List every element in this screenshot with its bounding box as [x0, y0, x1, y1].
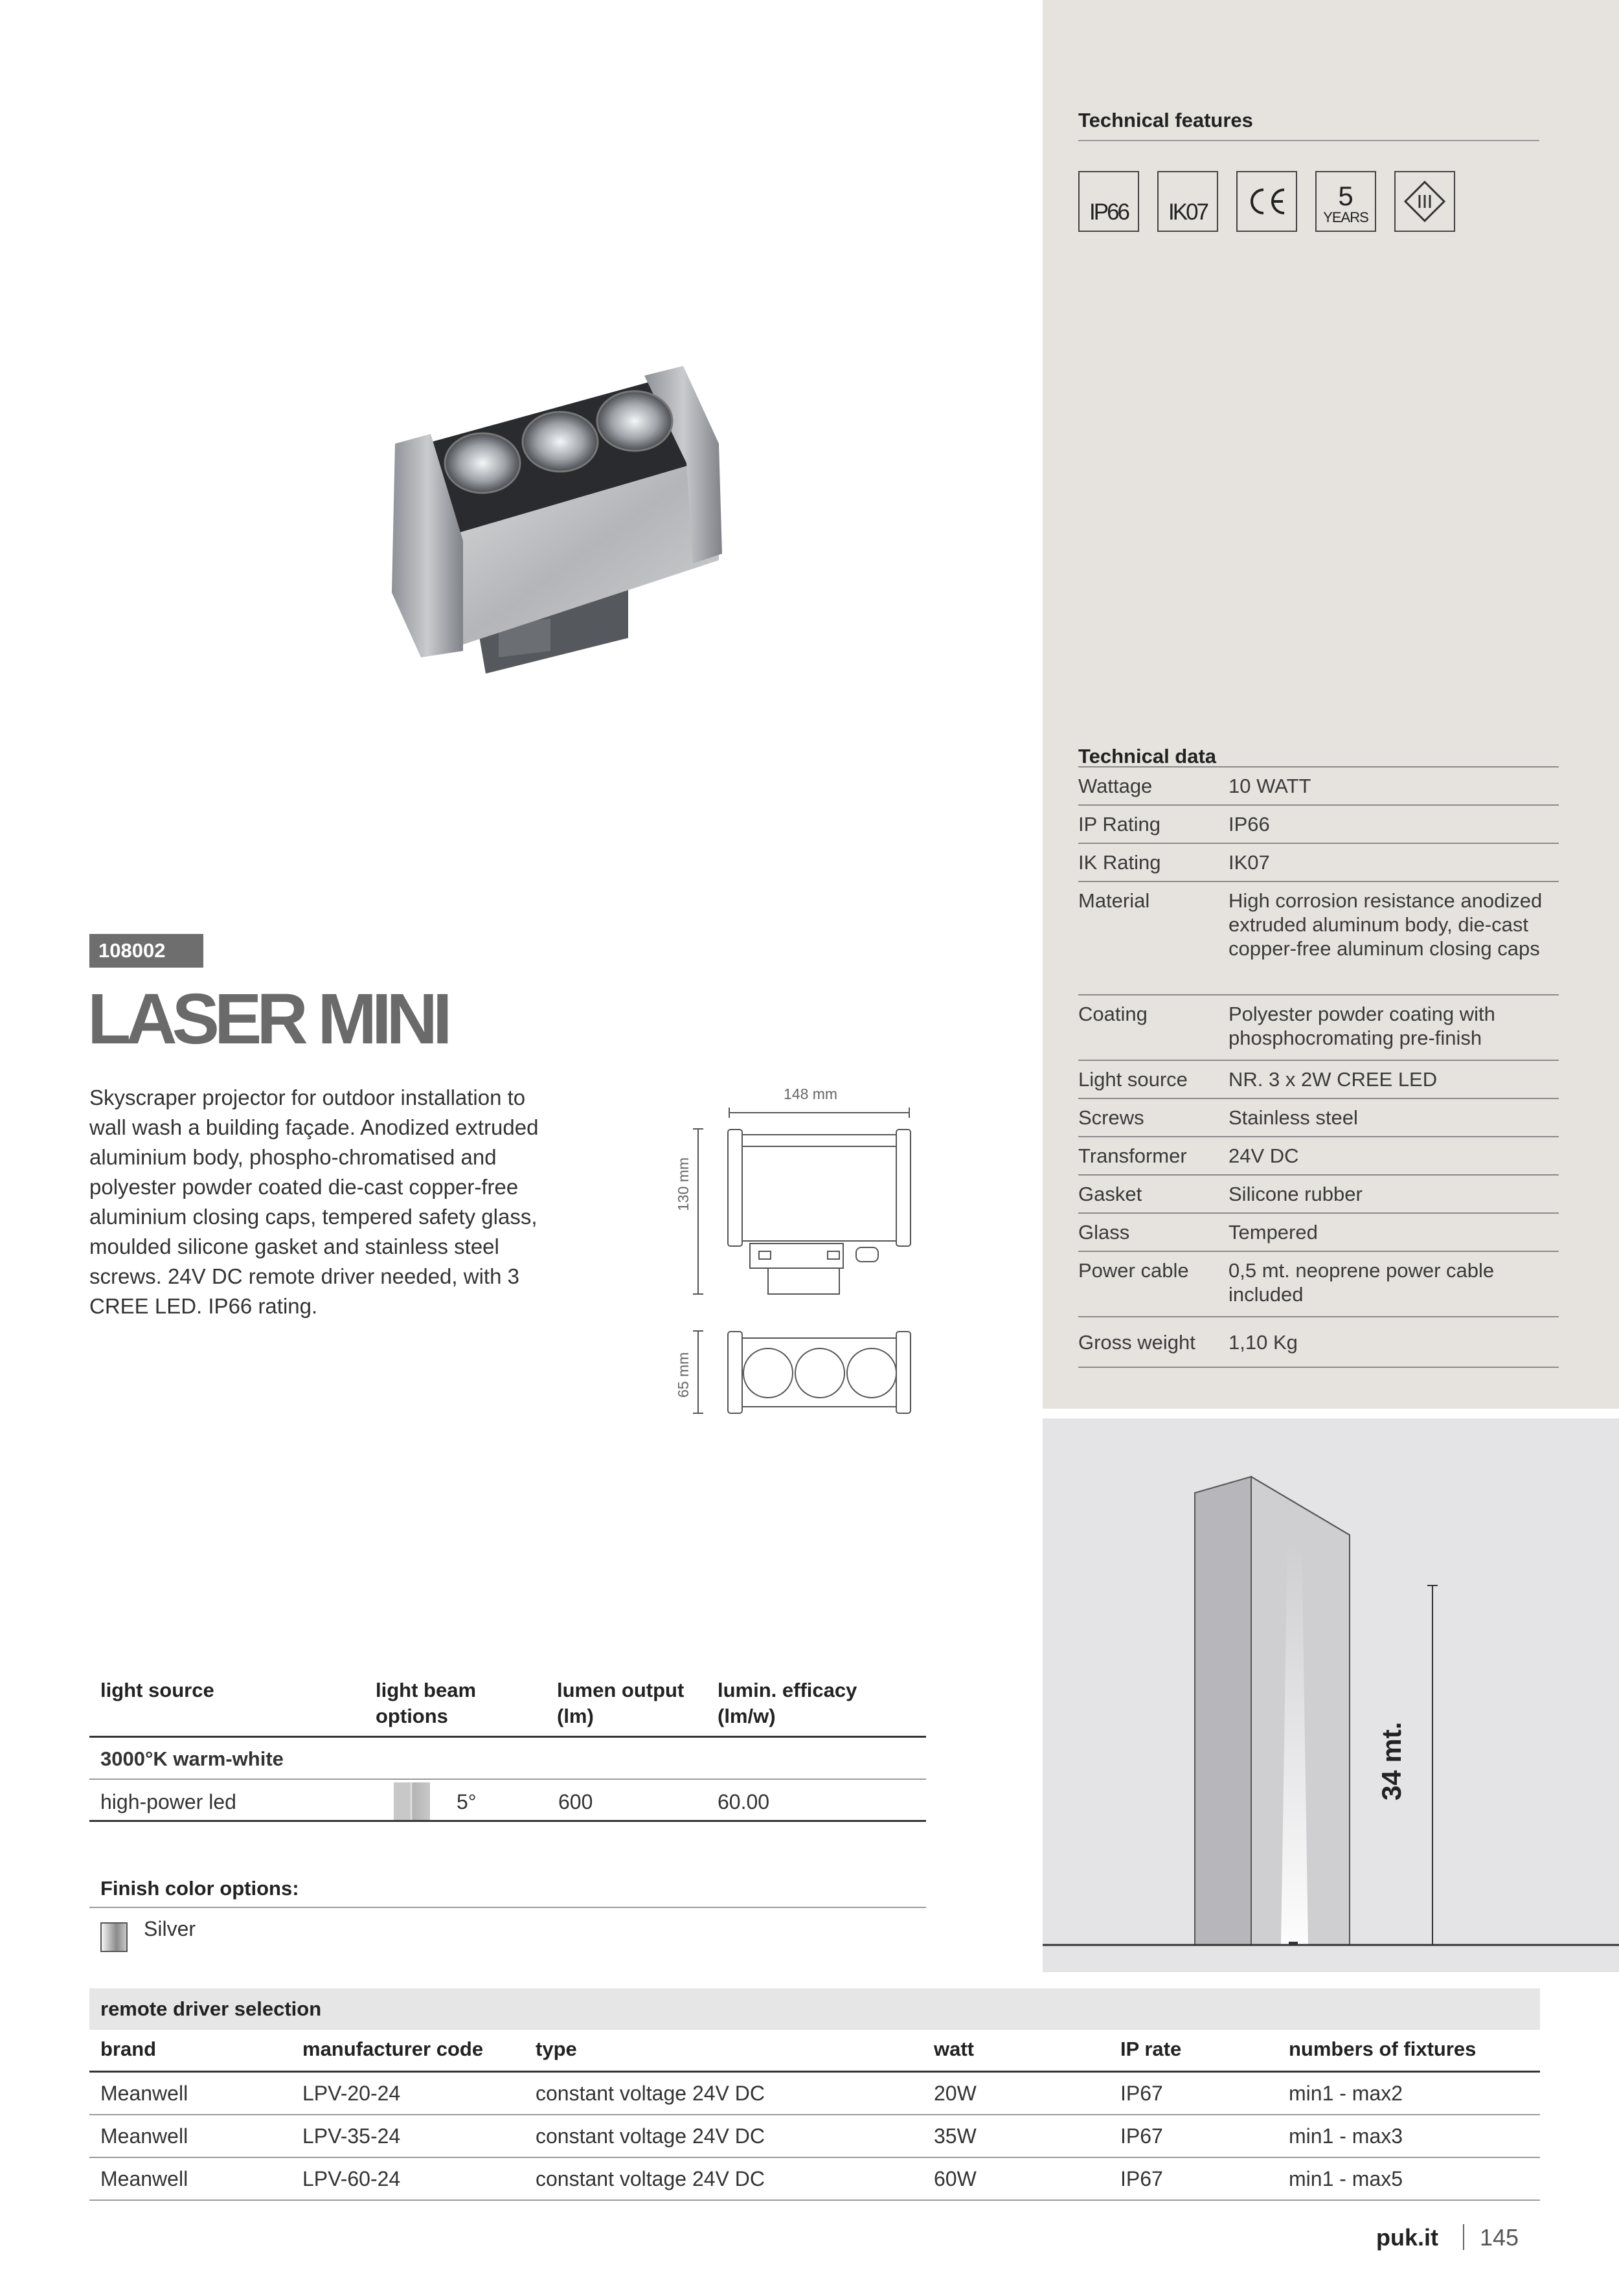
- product-title: LASER MINI: [87, 979, 447, 1059]
- remote-driver-title: remote driver selection: [100, 1997, 322, 2020]
- column-header: manufacturer code: [302, 2038, 484, 2060]
- finish-option-label: Silver: [144, 1917, 196, 1940]
- technical-data-title: Technical data: [1078, 745, 1217, 767]
- spec-value: 1,10 Kg: [1228, 1331, 1298, 1354]
- divider: [89, 2071, 1540, 2073]
- dimension-drawing: [686, 1101, 920, 1418]
- spec-row: [1078, 1174, 1559, 1212]
- footer-site[interactable]: puk.it: [1376, 2224, 1438, 2251]
- spec-label: IK Rating: [1078, 851, 1161, 874]
- spec-label: Gross weight: [1078, 1331, 1195, 1354]
- warranty-5-years-icon: 5 YEARS: [1315, 171, 1376, 232]
- table-cell: min1 - max5: [1289, 2167, 1403, 2190]
- spec-value: 24V DC: [1228, 1144, 1299, 1167]
- spec-label: Light source: [1078, 1068, 1188, 1091]
- divider: [1078, 1367, 1559, 1368]
- ip66-icon: IP66: [1078, 171, 1139, 232]
- table-cell: IP67: [1120, 2124, 1163, 2148]
- table-cell: IP67: [1120, 2082, 1163, 2105]
- ce-mark-icon: [1236, 171, 1297, 232]
- light-source-value: high-power led: [100, 1790, 236, 1813]
- spec-value: NR. 3 x 2W CREE LED: [1228, 1068, 1438, 1091]
- table-cell: 35W: [934, 2124, 977, 2148]
- spec-label: Power cable: [1078, 1259, 1189, 1282]
- table-cell: IP67: [1120, 2167, 1163, 2190]
- column-header: brand: [100, 2038, 157, 2060]
- spec-value: IP66: [1228, 813, 1270, 835]
- divider: [89, 2199, 1540, 2201]
- spec-label: Material: [1078, 889, 1150, 912]
- column-header: light beam options: [376, 1679, 477, 1727]
- table-cell: Meanwell: [100, 2167, 188, 2190]
- spec-label: Glass: [1078, 1221, 1130, 1244]
- spec-row: [1078, 1316, 1559, 1367]
- spec-row: [1078, 994, 1559, 1060]
- spec-row: [1078, 881, 1559, 994]
- dimension-height: 130 mm: [675, 1157, 692, 1211]
- column-header: light source: [100, 1679, 214, 1701]
- spec-row: [1078, 1212, 1559, 1251]
- spec-value: 10 WATT: [1228, 775, 1311, 797]
- table-cell: LPV-20-24: [302, 2082, 401, 2105]
- spec-value: Polyester powder coating with phosphocromating pre-finish: [1228, 1003, 1495, 1049]
- spec-value: Tempered: [1228, 1221, 1318, 1244]
- divider: [89, 1736, 926, 1738]
- spec-value: IK07: [1228, 851, 1270, 874]
- product-code-badge: 108002: [89, 934, 203, 968]
- divider: [1463, 2224, 1464, 2250]
- finish-title: Finish color options:: [100, 1877, 299, 1900]
- spec-label: Coating: [1078, 1003, 1148, 1025]
- column-header: numbers of fixtures: [1289, 2038, 1477, 2060]
- column-header: IP rate: [1120, 2038, 1182, 2060]
- table-cell: Meanwell: [100, 2124, 188, 2148]
- table-cell: constant voltage 24V DC: [536, 2167, 765, 2190]
- spec-row: [1078, 1251, 1559, 1316]
- spec-row: [1078, 843, 1559, 881]
- page-number: 145: [1480, 2224, 1519, 2251]
- column-header: type: [536, 2038, 577, 2060]
- spec-value: High corrosion resistance anodized extruded aluminum body, die-cast copper-free aluminum closing caps: [1228, 889, 1543, 960]
- spec-row: [1078, 1136, 1559, 1174]
- installation-illustration: [1043, 1418, 1619, 1972]
- divider: [1078, 140, 1539, 141]
- product-photo: [356, 347, 745, 683]
- table-cell: min1 - max3: [1289, 2124, 1403, 2148]
- divider: [89, 1820, 926, 1822]
- divider: [89, 1779, 926, 1780]
- dimension-depth: 65 mm: [675, 1352, 692, 1398]
- product-description: Skyscraper projector for outdoor installation to wall wash a building façade. Anodized extruded aluminium body, phospho-chromatised and polyester powder coated die-cast copper-free aluminium closing caps, tempered safety glass, moulded silicone gasket and stainless steel screws. 24V DC remote driver needed, with 3 CREE LED. IP66 rating.: [89, 1085, 539, 1318]
- table-cell: 20W: [934, 2082, 977, 2105]
- table-cell: min1 - max2: [1289, 2082, 1403, 2105]
- dimension-width: 148 mm: [784, 1085, 838, 1102]
- spec-row: [1078, 1060, 1559, 1098]
- spec-label: Wattage: [1078, 775, 1153, 797]
- spec-row: [1078, 1098, 1559, 1136]
- spec-value: 0,5 mt. neoprene power cable included: [1228, 1259, 1495, 1306]
- beam-angle-value: 5°: [457, 1790, 477, 1813]
- ik07-icon: IK07: [1157, 171, 1218, 232]
- table-cell: constant voltage 24V DC: [536, 2124, 765, 2148]
- divider: [89, 2157, 1540, 2158]
- spec-row: [1078, 804, 1559, 843]
- class-iii-icon: [1394, 171, 1455, 232]
- silver-swatch: [100, 1922, 128, 1952]
- column-header: lumen output (lm): [557, 1679, 685, 1727]
- table-cell: 60W: [934, 2167, 977, 2190]
- spec-label: Transformer: [1078, 1144, 1187, 1167]
- height-label: 34 mt.: [1376, 1722, 1407, 1801]
- efficacy-value: 60.00: [718, 1790, 770, 1813]
- column-header: lumin. efficacy (lm/w): [718, 1679, 857, 1727]
- lumen-value: 600: [558, 1790, 593, 1813]
- table-cell: Meanwell: [100, 2082, 188, 2105]
- divider: [89, 2114, 1540, 2115]
- table-cell: LPV-60-24: [302, 2167, 401, 2190]
- column-header: watt: [934, 2038, 974, 2060]
- technical-features-title: Technical features: [1078, 109, 1253, 131]
- spec-label: Gasket: [1078, 1183, 1142, 1205]
- spec-row: [1078, 766, 1559, 804]
- beam-icon: [394, 1782, 430, 1820]
- spec-value: Stainless steel: [1228, 1106, 1358, 1129]
- divider: [89, 1907, 926, 1908]
- spec-value: Silicone rubber: [1228, 1183, 1363, 1205]
- spec-label: Screws: [1078, 1106, 1144, 1129]
- spec-label: IP Rating: [1078, 813, 1160, 835]
- table-group-label: 3000°K warm-white: [100, 1747, 284, 1770]
- table-cell: constant voltage 24V DC: [536, 2082, 765, 2105]
- table-cell: LPV-35-24: [302, 2124, 401, 2148]
